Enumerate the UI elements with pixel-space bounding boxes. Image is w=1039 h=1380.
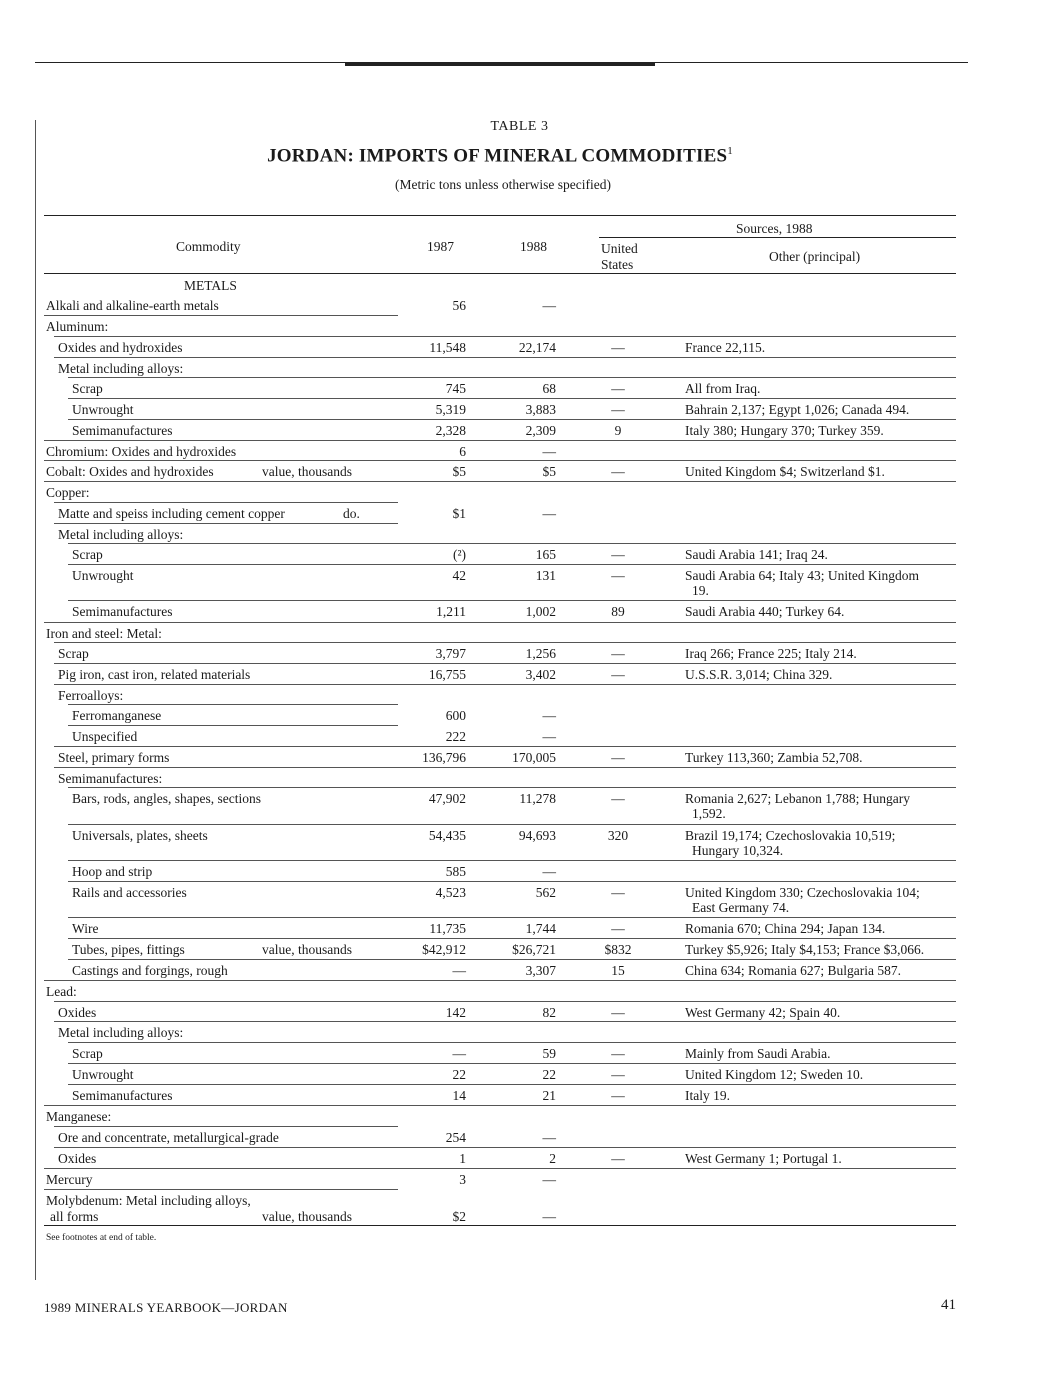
row-value-1988: — (542, 506, 556, 521)
row-commodity: Ferroalloys: (58, 688, 124, 703)
row-value-united-states: — (611, 646, 625, 661)
row-other-sources (685, 1088, 960, 1103)
row-commodity: Castings and forgings, rough (72, 963, 228, 978)
row-commodity: Scrap (72, 547, 103, 562)
row-value-1987: 4,523 (435, 885, 466, 900)
row-value-united-states: — (611, 568, 625, 583)
row-commodity: Scrap (58, 646, 89, 661)
row-value-united-states: — (611, 381, 625, 396)
column-header-other: Other (principal) (769, 249, 861, 264)
row-value-united-states: 9 (614, 423, 622, 438)
row-rule (44, 440, 956, 441)
row-other-sources (685, 402, 960, 417)
row-value-1987: 142 (445, 1005, 466, 1020)
row-commodity: Matte and speiss including cement copper (58, 506, 285, 521)
row-commodity: Semimanufactures (72, 604, 173, 619)
row-value-united-states: — (611, 1151, 625, 1166)
row-rule (68, 600, 956, 601)
row-other-sources (685, 828, 960, 858)
row-value-1987: 3 (459, 1172, 466, 1187)
row-rule (54, 357, 956, 358)
row-commodity: Mercury (46, 1172, 93, 1187)
row-commodity: Semimanufactures (72, 423, 173, 438)
row-value-1988: — (542, 1172, 556, 1187)
row-value-1988: — (542, 1209, 556, 1224)
row-other-sources (685, 942, 960, 957)
row-other-sources (685, 667, 960, 682)
row-value-1987: 745 (445, 381, 466, 396)
row-commodity: Oxides (58, 1151, 97, 1166)
row-value-1988: 3,883 (525, 402, 556, 417)
row-value-1987: 1,211 (436, 604, 466, 619)
row-value-1988: 21 (542, 1088, 556, 1103)
row-value-1987: $2 (452, 1209, 466, 1224)
row-rule (54, 746, 956, 747)
table-subtitle: (Metric tons unless otherwise specified) (395, 177, 611, 192)
row-commodity: Metal including alloys: (58, 527, 184, 542)
row-unit: value, thousands (262, 1209, 352, 1224)
row-value-united-states: — (611, 1046, 625, 1061)
row-commodity: Tubes, pipes, fittings (72, 942, 185, 957)
row-value-1987: 11,735 (429, 921, 466, 936)
row-other-sources-line1: United Kingdom 330; Czechoslovakia 104; (685, 885, 920, 900)
row-value-1987: 6 (459, 444, 466, 459)
row-rule (44, 315, 398, 316)
row-value-1987: 5,319 (435, 402, 466, 417)
row-rule (68, 704, 398, 705)
row-value-1987: 222 (445, 729, 466, 744)
row-other-sources-line1: Iraq 266; France 225; Italy 214. (685, 646, 857, 661)
row-other-sources (685, 1151, 960, 1166)
row-commodity: Scrap (72, 381, 103, 396)
row-value-1987: 56 (452, 298, 466, 313)
row-commodity: Unwrought (72, 402, 134, 417)
row-commodity: Chromium: Oxides and hydroxides (46, 444, 237, 459)
row-rule (68, 398, 956, 399)
row-value-1988: 3,307 (525, 963, 556, 978)
row-other-sources-line1: Romania 670; China 294; Japan 134. (685, 921, 886, 936)
row-rule (68, 860, 956, 861)
row-value-1987: 47,902 (428, 791, 466, 806)
column-header-1987: 1987 (427, 239, 454, 254)
footer-running-title: 1989 MINERALS YEARBOOK—JORDAN (44, 1300, 288, 1315)
row-value-1988: — (542, 708, 556, 723)
row-value-united-states: — (611, 885, 625, 900)
row-commodity: Unwrought (72, 568, 134, 583)
row-value-united-states: $832 (604, 942, 632, 957)
row-commodity: Aluminum: (46, 319, 109, 334)
row-other-sources-line1: Mainly from Saudi Arabia. (685, 1046, 831, 1061)
row-rule (44, 622, 956, 623)
row-other-sources-line2: 1,592. (692, 806, 726, 821)
row-rule (54, 767, 956, 768)
row-value-1987: $42,912 (422, 942, 466, 957)
row-value-united-states: 15 (611, 963, 625, 978)
row-value-1987: 11,548 (429, 340, 466, 355)
row-other-sources (685, 1046, 960, 1061)
row-other-sources (685, 423, 960, 438)
row-value-united-states: — (611, 547, 625, 562)
row-value-1988: 3,402 (525, 667, 556, 682)
row-rule (54, 1126, 398, 1127)
row-other-sources-line1: United Kingdom $4; Switzerland $1. (685, 464, 885, 479)
row-value-1987: 1 (459, 1151, 466, 1166)
row-other-sources-line2: 19. (692, 583, 709, 598)
row-rule (68, 787, 956, 788)
row-unit: value, thousands (262, 942, 352, 957)
row-value-1987: 585 (445, 864, 466, 879)
row-other-sources (685, 921, 960, 936)
row-value-1988: 68 (542, 381, 556, 396)
row-value-1988: 1,002 (525, 604, 556, 619)
row-rule (54, 663, 956, 664)
row-rule (44, 460, 956, 461)
row-rule (54, 502, 398, 503)
row-value-united-states: 89 (611, 604, 625, 619)
row-value-1987: 254 (445, 1130, 466, 1145)
row-rule (68, 917, 956, 918)
row-value-1988: 22,174 (518, 340, 556, 355)
row-other-sources (685, 340, 960, 355)
row-commodity: Oxides (58, 1005, 97, 1020)
row-rule (44, 1168, 956, 1169)
row-value-1988: — (542, 444, 556, 459)
row-value-united-states: — (611, 791, 625, 806)
row-value-1988: — (542, 298, 556, 313)
row-value-1987: — (452, 1046, 466, 1061)
row-other-sources (685, 604, 960, 619)
row-value-united-states: — (611, 1088, 625, 1103)
row-rule (54, 1021, 956, 1022)
row-rule (54, 642, 956, 643)
row-commodity: Scrap (72, 1046, 103, 1061)
section-heading-metals: METALS (184, 278, 237, 293)
row-value-1987: (²) (452, 547, 466, 562)
row-other-sources-line1: United Kingdom 12; Sweden 10. (685, 1067, 864, 1082)
row-commodity: Rails and accessories (72, 885, 187, 900)
row-commodity: Cobalt: Oxides and hydroxides (46, 464, 214, 479)
table-bottom-rule (44, 1225, 956, 1226)
row-value-1988: 11,278 (519, 791, 556, 806)
row-value-1987: 136,796 (422, 750, 466, 765)
row-value-1987: $5 (452, 464, 466, 479)
row-commodity: Manganese: (46, 1109, 112, 1124)
row-value-1988: $5 (542, 464, 556, 479)
row-value-1987: 16,755 (428, 667, 466, 682)
row-other-sources-line1: Brazil 19,174; Czechoslovakia 10,519; (685, 828, 896, 843)
row-commodity: Semimanufactures (72, 1088, 173, 1103)
row-value-united-states: — (611, 464, 625, 479)
row-commodity: Metal including alloys: (58, 361, 184, 376)
row-commodity: Copper: (46, 485, 90, 500)
row-other-sources-line1: Italy 380; Hungary 370; Turkey 359. (685, 423, 884, 438)
row-commodity: Bars, rods, angles, shapes, sections (72, 791, 261, 806)
row-rule (54, 523, 398, 524)
row-value-1988: 1,744 (525, 921, 556, 936)
column-header-1988: 1988 (520, 239, 547, 254)
row-commodity: Unwrought (72, 1067, 134, 1082)
row-commodity: Wire (72, 921, 99, 936)
row-value-united-states: 320 (607, 828, 629, 843)
row-other-sources (685, 963, 960, 978)
row-other-sources (685, 750, 960, 765)
row-value-1988: 2,309 (525, 423, 556, 438)
row-value-1987: 600 (445, 708, 466, 723)
row-value-united-states: — (611, 340, 625, 355)
row-other-sources (685, 885, 960, 915)
row-value-1988: 165 (535, 547, 556, 562)
row-value-1988: 131 (535, 568, 556, 583)
row-other-sources-line1: Saudi Arabia 440; Turkey 64. (685, 604, 845, 619)
row-value-1987: 22 (452, 1067, 466, 1082)
page-title: JORDAN: IMPORTS OF MINERAL COMMODITIES$^1$ (267, 145, 733, 167)
row-value-1987: 42 (452, 568, 466, 583)
row-other-sources-line1: West Germany 1; Portugal 1. (685, 1151, 842, 1166)
row-other-sources (685, 381, 960, 396)
row-value-1987: 3,797 (435, 646, 466, 661)
row-commodity: all forms (50, 1209, 99, 1224)
row-value-united-states: — (611, 750, 625, 765)
row-other-sources-line1: Romania 2,627; Lebanon 1,788; Hungary (685, 791, 910, 806)
row-value-united-states: — (611, 402, 625, 417)
row-value-1988: 170,005 (512, 750, 556, 765)
row-other-sources-line1: All from Iraq. (685, 381, 761, 396)
row-commodity: Alkali and alkaline-earth metals (46, 298, 219, 313)
row-other-sources (685, 464, 960, 479)
row-rule (68, 1084, 956, 1085)
row-other-sources-line2: Hungary 10,324. (692, 843, 784, 858)
row-rule (68, 564, 956, 565)
column-header-united-states: United States (601, 241, 638, 272)
row-value-united-states: — (611, 1067, 625, 1082)
column-header-commodity: Commodity (176, 239, 241, 254)
row-value-1988: 59 (542, 1046, 556, 1061)
row-unit: do. (343, 506, 360, 521)
row-rule (44, 481, 956, 482)
row-value-1988: 82 (542, 1005, 556, 1020)
row-value-united-states: — (611, 921, 625, 936)
row-value-1988: 2 (549, 1151, 556, 1166)
row-rule (68, 938, 956, 939)
row-other-sources (685, 547, 960, 562)
footnote-text: See footnotes at end of table. (46, 1233, 157, 1243)
row-value-1988: 1,256 (525, 646, 556, 661)
row-value-1988: $26,721 (512, 942, 556, 957)
row-commodity: Unspecified (72, 729, 138, 744)
row-rule (54, 684, 956, 685)
row-commodity: Ferromanganese (72, 708, 162, 723)
row-rule (68, 725, 398, 726)
row-commodity: Pig iron, cast iron, related materials (58, 667, 251, 682)
row-value-united-states: — (611, 1005, 625, 1020)
row-other-sources-line1: Italy 19. (685, 1088, 730, 1103)
row-other-sources-line1: West Germany 42; Spain 40. (685, 1005, 841, 1020)
row-rule (44, 1189, 398, 1190)
row-other-sources-line1: Turkey 113,360; Zambia 52,708. (685, 750, 863, 765)
row-value-1988: 94,693 (518, 828, 556, 843)
row-value-1988: — (542, 729, 556, 744)
row-commodity: Oxides and hydroxides (58, 340, 183, 355)
row-value-united-states: — (611, 667, 625, 682)
row-other-sources (685, 568, 960, 598)
row-commodity: Metal including alloys: (58, 1025, 184, 1040)
row-other-sources-line1: Saudi Arabia 64; Italy 43; United Kingdom (685, 568, 919, 583)
row-rule (68, 377, 956, 378)
row-commodity: Semimanufactures: (58, 771, 163, 786)
row-rule (68, 419, 956, 420)
row-unit: value, thousands (262, 464, 352, 479)
row-rule (44, 980, 956, 981)
row-rule (68, 881, 956, 882)
row-rule (68, 959, 956, 960)
row-other-sources-line2: East Germany 74. (692, 900, 790, 915)
row-commodity: Molybdenum: Metal including alloys, (46, 1193, 251, 1208)
table-number: TABLE 3 (490, 119, 549, 134)
row-other-sources-line1: U.S.S.R. 3,014; China 329. (685, 667, 833, 682)
row-other-sources (685, 791, 960, 821)
row-other-sources (685, 646, 960, 661)
row-other-sources-line1: France 22,115. (685, 340, 766, 355)
row-other-sources-line1: China 634; Romania 627; Bulgaria 587. (685, 963, 901, 978)
row-other-sources (685, 1067, 960, 1082)
column-header-sources: Sources, 1988 (736, 221, 813, 236)
page-number: 41 (941, 1297, 956, 1313)
row-rule (68, 824, 956, 825)
row-other-sources-line1: Turkey $5,926; Italy $4,153; France $3,066. (685, 942, 925, 957)
row-commodity: Steel, primary forms (58, 750, 170, 765)
row-value-1987: 54,435 (428, 828, 466, 843)
row-other-sources-line1: Bahrain 2,137; Egypt 1,026; Canada 494. (685, 402, 910, 417)
row-rule (68, 1063, 956, 1064)
row-rule (54, 336, 956, 337)
row-value-1988: 562 (535, 885, 556, 900)
row-rule (44, 1105, 956, 1106)
row-commodity: Iron and steel: Metal: (46, 626, 162, 641)
row-commodity: Universals, plates, sheets (72, 828, 208, 843)
row-rule (68, 1042, 956, 1043)
row-value-1987: 14 (452, 1088, 466, 1103)
row-other-sources (685, 1005, 960, 1020)
row-value-1988: — (542, 864, 556, 879)
row-value-1988: 22 (542, 1067, 556, 1082)
row-commodity: Hoop and strip (72, 864, 153, 879)
row-value-1987: 2,328 (435, 423, 466, 438)
row-value-1987: $1 (452, 506, 466, 521)
row-rule (54, 1001, 956, 1002)
row-value-1988: — (542, 1130, 556, 1145)
row-commodity: Ore and concentrate, metallurgical-grade (58, 1130, 279, 1145)
row-rule (68, 543, 956, 544)
row-value-1987: — (452, 963, 466, 978)
row-other-sources-line1: Saudi Arabia 141; Iraq 24. (685, 547, 828, 562)
row-rule (54, 1147, 956, 1148)
row-commodity: Lead: (46, 984, 77, 999)
